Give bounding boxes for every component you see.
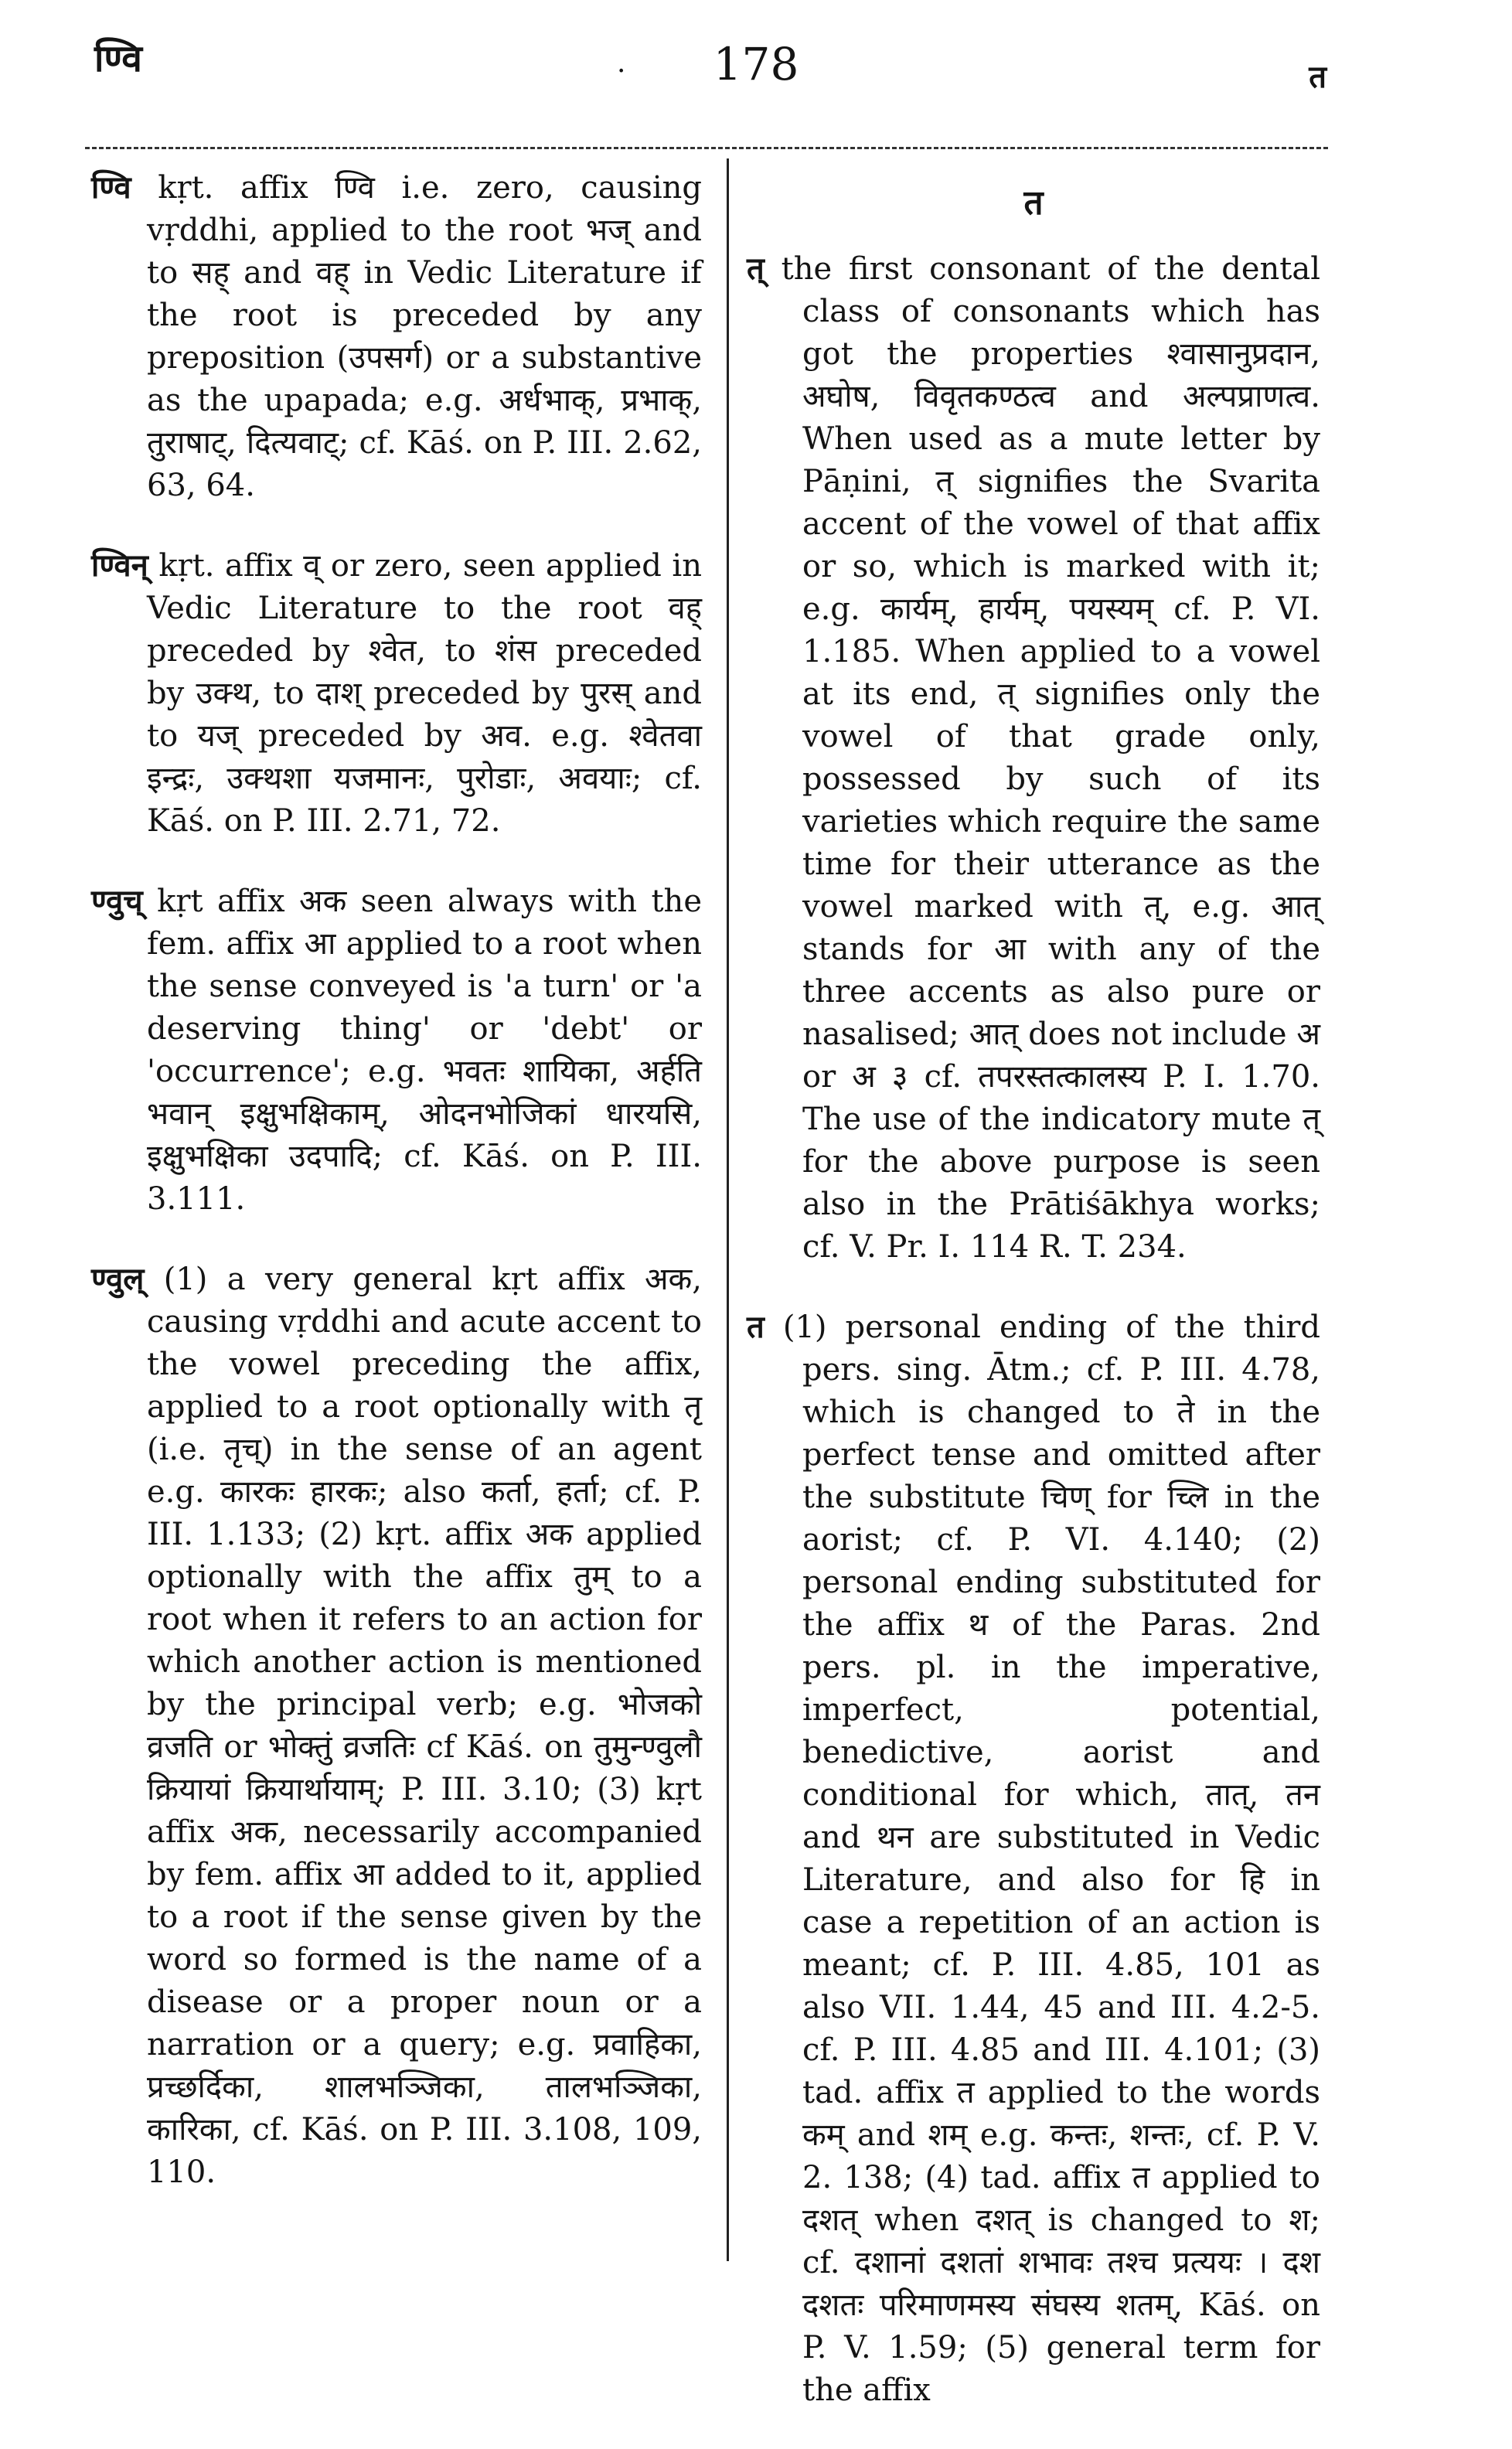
entry-text: (1) personal ending of the third pers. sing. Ātm.; cf. P. III. 4.78, which is changed to ते in the perfect tense and omitted after the substitute चिण् for च्लि in the aorist; cf. P. VI. 4.140; (2) personal ending substituted for the affix थ of the Paras. 2nd pers. pl. in the imperative, imperfect, potential, benedictive, aorist and conditional for which, तात्, तन and थन are substituted in Vedic Literature, and also for हि in case a repetition of an action is meant; cf. P. III. 4.85, 101 as also VII. 1.44, 45 and III. 4.2-5. cf. P. III. 4.85 and III. 4.101; (3) tad. affix त applied to the words कम् and शम् e.g. कन्तः, शन्तः, cf. P. V. 2. 138; (4) tad. affix त applied to दशत् when दशत् is changed to श; cf. दशानां दशतां शभावः तश्च प्रत्ययः । दश दशतः परिमाणमस्य संघस्य शतम्, Kāś. on P. V. 1.59; (5) general term for the affix [782,1310,1320,2408]
entry-text: kṛt affix अक seen always with the fem. affix आ applied to a root when the sense conveyed is 'a turn' or 'a deserving thing' or 'debt' or 'occurrence'; e.g. भवतः शायिका, अर्हति भवान् इक्षुभक्षिकाम्, ओदनभोजिकां धारयसि, इक्षुभक्षिका उदपादि; cf. Kāś. on P. III. 3.111. [147,884,702,1217]
dictionary-entry [747,1306,1320,2412]
right-column [747,182,1320,2449]
entry-text: the first consonant of the dental class of consonants which has got the properties श्वासानुप्रदान, अघोष, विवृतकण्ठत्व and अल्पप्राणत्व. When used as a mute letter by Pāṇini, त् signifies the Svarita accent of the vowel of that affix or so, which is marked with it; e.g. कार्यम्, हार्यम्, पयस्यम् cf. P. VI. 1.185. When applied to a vowel at its end, त् signifies only the vowel of that grade only, possessed by such of its varieties which require the same time for their utterance as the vowel marked with त्, e.g. आत् stands for आ with any of the three accents as also pure or nasalised; आत् does not include अ or अ ३ cf. तपरस्तत्कालस्य P. I. 1.70. The use of the indicatory mute त् for the above purpose is seen also in the Prātiśākhya works; cf. V. Pr. I. 114 R. T. 234. [781,251,1321,1265]
section-letter-heading: त [1023,183,1044,223]
header-left-guide-word: ण्वि [94,37,142,80]
header-right-guide-word: त [1309,59,1326,95]
dictionary-entry [91,880,702,1221]
entry-headword: त् [747,250,765,287]
dictionary-entry [91,166,702,507]
entry-text: (1) a very general kṛt affix अक, causing vṛddhi and acute accent to the vowel preceding the affix, applied to a root optionally with तृ (i.e. तृच्) in the sense of an agent e.g. कारकः हारकः; also कर्ता, हर्ता; cf. P. III. 1.133; (2) kṛt. affix अक applied optionally with the affix तुम् to a root when it refers to an action for which another action is mentioned by the principal verb; e.g. भोजको व्रजति or भोक्तुं व्रजतिः cf Kāś. on तुमुन्ण्वुलौ क्रियायां क्रियार्थायाम्; P. III. 3.10; (3) kṛt affix अक, necessarily accompanied by fem. affix आ added to it, applied to a root if the sense given by the word so formed is the name of a disease or a proper noun or a narration or a query; e.g. प्रवाहिका, प्रच्छर्दिका, शालभञ्जिका, तालभञ्जिका, कारिका, cf. Kāś. on P. III. 3.108, 109, 110. [147,1262,702,2190]
entry-headword: ण्वुच् [91,883,143,919]
dictionary-entry [747,247,1320,1269]
entry-text: kṛt. affix व् or zero, seen applied in Vedic Literature to the root वह् preceded by श्वेत, to शंस preceded by उक्थ, to दाश् preceded by पुरस् and to यज् preceded by अव. e.g. श्वेतवा इन्द्रः, उक्थशा यजमानः, पुरोडाः, अवयाः; cf. Kāś. on P. III. 2.71, 72. [147,548,702,839]
dictionary-entry [91,1258,702,2194]
page-number: 178 [713,38,799,90]
column-divider [727,158,729,2261]
dictionary-entry [91,544,702,843]
entry-headword: ण्वि [91,169,131,206]
entry-text: kṛt. affix ण्वि i.e. zero, causing vṛddhi, applied to the root भज् and to सह् and वह् in Vedic Literature if the root is preceded by any preposition (उपसर्ग) or a substantive as the upapada; e.g. अर्धभाक्, प्रभाक्, तुराषाट्, दित्यवाट्; cf. Kāś. on P. III. 2.62, 63, 64. [147,170,703,503]
entry-headword: ण्वुल् [91,1261,145,1297]
entry-headword: ण्विन् [91,547,148,584]
left-column [91,166,702,2231]
entry-headword: त [747,1309,765,1345]
header-dot-mark: · [617,56,626,87]
header-rule [85,147,1328,149]
